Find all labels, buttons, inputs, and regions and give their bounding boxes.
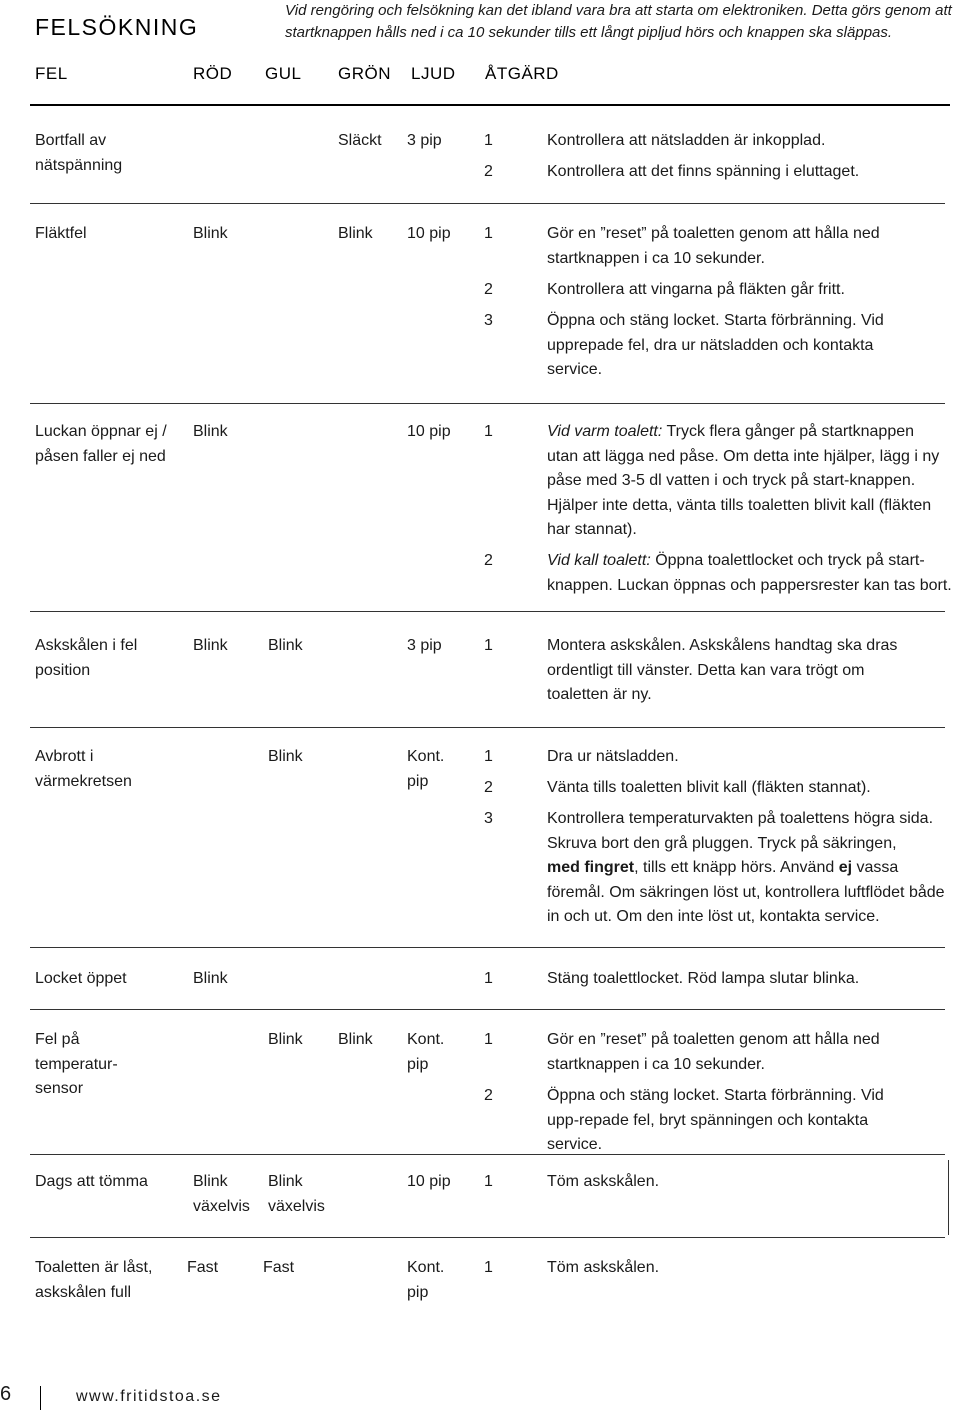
row-divider: [30, 727, 945, 728]
step-text: [547, 807, 957, 930]
sound-cell: 10 pip: [407, 225, 451, 242]
header-gul: GUL: [265, 64, 302, 83]
step-text: Montera askskålen. Askskålens handtag ska dras ordentligt till vänster. Detta kan vara trögt om toaletten är ny.: [547, 637, 898, 703]
fault-cell: Dags att tömma: [35, 1173, 148, 1190]
step-body: Öppna toalettlocket och tryck på start-knappen. Luckan öppnas och pappersrester kan tas bort.: [547, 552, 952, 594]
fault-cell: Toaletten är låst, askskålen full: [35, 1259, 153, 1301]
sound-cell: 10 pip: [407, 1173, 451, 1190]
step-number: 3: [484, 312, 493, 329]
step-number: 2: [484, 281, 493, 298]
step-text: Dra ur nätsladden.: [547, 748, 679, 765]
step-number: 1: [484, 423, 493, 440]
fault-cell: Locket öppet: [35, 970, 127, 987]
header-fel: FEL: [35, 64, 68, 83]
step-text: Töm askskålen.: [547, 1173, 660, 1190]
intro-text: Vid rengöring och felsökning kan det ibland vara bra att starta om elektroniken. Detta görs genom att startknappen hålls ned i ca 10 sekunder tills ett långt pipljud hörs och knappen ska släppas.: [285, 2, 952, 41]
step-body: , tills ett knäpp hörs. Använd: [634, 859, 839, 876]
fault-cell: Fläktfel: [35, 225, 87, 242]
page-title: FELSÖKNING: [35, 14, 199, 40]
row-divider: [30, 947, 945, 948]
step-number: 1: [484, 748, 493, 765]
step-text: Vänta tills toaletten blivit kall (fläkten stannat).: [547, 779, 871, 796]
step-text: [547, 549, 960, 598]
step-number: 2: [484, 552, 493, 569]
fault-cell: Askskålen i fel position: [35, 637, 138, 679]
red-cell: Blink: [193, 423, 228, 440]
yellow-cell: Blink växelvis: [268, 1173, 325, 1215]
fault-cell: Fel på temperatur-sensor: [35, 1031, 118, 1097]
step-lead: Vid kall toalett:: [547, 552, 651, 569]
row-divider: [30, 1009, 945, 1010]
step-lead: Vid varm toalett:: [547, 423, 663, 440]
step-number: 2: [484, 1087, 493, 1104]
row-divider: [30, 1154, 945, 1155]
yellow-cell: Blink: [268, 1031, 303, 1048]
step-number: 3: [484, 810, 493, 827]
sound-cell: 10 pip: [407, 423, 451, 440]
step-number: 1: [484, 225, 493, 242]
sound-cell: Kont. pip: [407, 748, 445, 790]
step-text: Gör en ”reset” på toaletten genom att hålla ned startknappen i ca 10 sekunder.: [547, 1031, 880, 1073]
step-text: Stäng toalettlocket. Röd lampa slutar blinka.: [547, 970, 860, 987]
red-cell: Fast: [187, 1259, 219, 1276]
step-number: 1: [484, 1031, 493, 1048]
page-number: 6: [0, 1383, 12, 1405]
fault-cell: Luckan öppnar ej / påsen faller ej ned: [35, 423, 167, 465]
step-number: 2: [484, 779, 493, 796]
step-number: 1: [484, 132, 493, 149]
step-number: 1: [484, 1259, 493, 1276]
yellow-cell: Fast: [263, 1259, 295, 1276]
step-emphasis: ej: [838, 859, 853, 876]
row-divider: [30, 1237, 945, 1238]
header-ljud: LJUD: [411, 64, 456, 83]
yellow-cell: Blink: [268, 748, 303, 765]
fault-cell: Avbrott i värmekretsen: [35, 748, 132, 790]
red-cell: Blink: [193, 970, 228, 987]
step-number: 1: [484, 637, 493, 654]
sound-cell: 3 pip: [407, 637, 442, 654]
green-cell: Släckt: [338, 132, 382, 149]
step-text: Öppna och stäng locket. Starta förbränning. Vid upprepade fel, dra ur nätsladden och kontakta service.: [547, 312, 884, 378]
step-text: Kontrollera att det finns spänning i eluttaget.: [547, 163, 860, 180]
header-gron: GRÖN: [338, 64, 391, 83]
footer-url: www.fritidstoa.se: [76, 1388, 222, 1405]
row-divider: [30, 203, 945, 204]
yellow-cell: Blink: [268, 637, 303, 654]
step-number: 1: [484, 970, 493, 987]
step-body: vassa föremål. Om säkringen löst ut, kontrollera luftflödet både in och ut. Om den inte löst ut, kontakta service.: [547, 859, 945, 925]
sound-cell: Kont. pip: [407, 1259, 445, 1301]
row-divider: [30, 611, 945, 612]
step-text: Gör en ”reset” på toaletten genom att hålla ned startknappen i ca 10 sekunder.: [547, 225, 880, 267]
header-atgard: ÅTGÄRD: [485, 64, 559, 83]
step-text: Kontrollera att nätsladden är inkopplad.: [547, 132, 826, 149]
step-text: Kontrollera att vingarna på fläkten går fritt.: [547, 281, 845, 298]
step-text: [547, 420, 942, 543]
step-number: 2: [484, 163, 493, 180]
red-cell: Blink växelvis: [193, 1173, 250, 1215]
red-cell: Blink: [193, 225, 228, 242]
footer-divider: [40, 1386, 41, 1410]
step-number: 1: [484, 1173, 493, 1190]
fault-cell: Bortfall av nätspänning: [35, 132, 123, 174]
sound-cell: Kont. pip: [407, 1031, 445, 1073]
step-body: Tryck flera gånger på startknappen utan att lägga ned påse. Om detta inte hjälper, lägg i ny påse med 3-5 dl vatten i och tryck på start-knappen. Hjälper inte detta, vänta tills toaletten blivit kall (fläkten har stannat).: [547, 423, 940, 538]
sound-cell: 3 pip: [407, 132, 442, 149]
step-text: Töm askskålen.: [547, 1259, 660, 1276]
red-cell: Blink: [193, 637, 228, 654]
green-cell: Blink: [338, 1031, 373, 1048]
step-text: Öppna och stäng locket. Starta förbränning. Vid upp-repade fel, bryt spänningen och kontakta service.: [547, 1087, 884, 1153]
step-body: Kontrollera temperaturvakten på toalettens högra sida. Skruva bort den grå pluggen. Tryck på säkringen,: [547, 810, 934, 852]
header-rod: RÖD: [193, 64, 233, 83]
row-divider: [30, 403, 945, 404]
green-cell: Blink: [338, 225, 373, 242]
header-rule: [30, 104, 950, 106]
step-emphasis: med fingret: [547, 859, 635, 876]
